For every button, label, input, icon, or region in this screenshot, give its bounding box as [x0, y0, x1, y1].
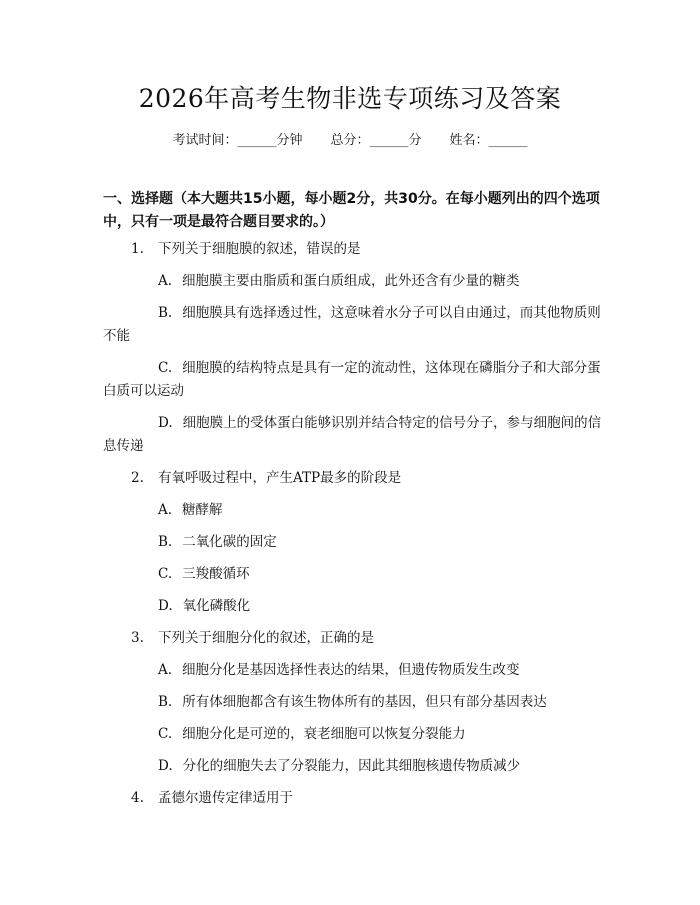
option-letter: B.: [158, 534, 173, 550]
option-text: 所有体细胞都含有该生物体所有的基因，但只有部分基因表达: [182, 694, 547, 710]
option-text: 细胞分化是基因选择性表达的结果，但遗传物质发生改变: [182, 662, 520, 678]
page-title: 2026年高考生物非选专项练习及答案: [138, 84, 562, 113]
question-4: [103, 787, 603, 810]
option-text: 细胞膜具有选择透过性，这意味着水分子可以自由通过，而其他物质则不能: [103, 305, 601, 344]
option-letter: A.: [158, 662, 173, 678]
option-letter: D.: [158, 758, 173, 774]
option-text: 细胞膜主要由脂质和蛋白质组成，此外还含有少量的糖类: [182, 273, 520, 289]
question-number: 3.: [131, 630, 144, 646]
option-d: [103, 412, 603, 458]
question-number: 1.: [131, 241, 144, 257]
option-letter: A.: [158, 502, 173, 518]
question-stem: [103, 627, 603, 650]
option-text: 细胞分化是可逆的，衰老细胞可以恢复分裂能力: [182, 726, 466, 742]
option-c: [103, 357, 603, 403]
option-letter: A.: [158, 273, 173, 289]
option-b: [103, 691, 603, 714]
option-text: 细胞膜上的受体蛋白能够识别并结合特定的信号分子，参与细胞间的信息传递: [103, 415, 602, 454]
option-c: [103, 563, 603, 586]
option-text: 三羧酸循环: [182, 566, 250, 582]
question-stem: [103, 467, 603, 490]
option-letter: B.: [158, 305, 173, 321]
option-a: [103, 499, 603, 522]
option-a: [103, 659, 603, 682]
question-number: 4.: [131, 790, 144, 806]
option-text: 二氧化碳的固定: [182, 534, 277, 550]
option-a: [103, 270, 603, 293]
option-letter: C.: [158, 726, 173, 742]
question-number: 2.: [131, 470, 144, 486]
question-text: 下列关于细胞膜的叙述，错误的是: [158, 241, 361, 257]
exam-meta: [0, 131, 700, 151]
option-text: 细胞膜的结构特点是具有一定的流动性，这体现在磷脂分子和大部分蛋白质可以运动: [103, 360, 601, 399]
question-stem: [103, 787, 603, 810]
option-b: [103, 531, 603, 554]
option-d: [103, 755, 603, 778]
question-list: [103, 238, 603, 819]
section-heading: 一、选择题（本大题共15小题，每小题2分，共30分。在每小题列出的四个选项中，只有一项是最符合题目要求的。）: [103, 191, 600, 230]
question-text: 有氧呼吸过程中，产生ATP最多的阶段是: [158, 470, 402, 486]
exam-time-field: 考试时间：______分钟: [172, 133, 303, 148]
question-text: 孟德尔遗传定律适用于: [158, 790, 293, 806]
option-letter: D.: [158, 598, 173, 614]
option-text: 分化的细胞失去了分裂能力，因此其细胞核遗传物质减少: [182, 758, 521, 774]
option-b: [103, 302, 603, 348]
option-letter: C.: [158, 566, 173, 582]
option-letter: C.: [158, 360, 173, 376]
question-2: [103, 467, 603, 618]
question-stem: [103, 238, 603, 261]
option-c: [103, 723, 603, 746]
question-1: [103, 238, 603, 458]
option-d: [103, 595, 603, 618]
option-text: 氧化磷酸化: [182, 598, 251, 614]
total-score-field: 总分：______分: [330, 133, 422, 148]
option-letter: B.: [158, 694, 173, 710]
name-field: 姓名：______: [449, 133, 528, 148]
option-text: 糖酵解: [182, 502, 223, 518]
question-text: 下列关于细胞分化的叙述，正确的是: [158, 630, 374, 646]
question-3: [103, 627, 603, 778]
option-letter: D.: [158, 415, 173, 431]
